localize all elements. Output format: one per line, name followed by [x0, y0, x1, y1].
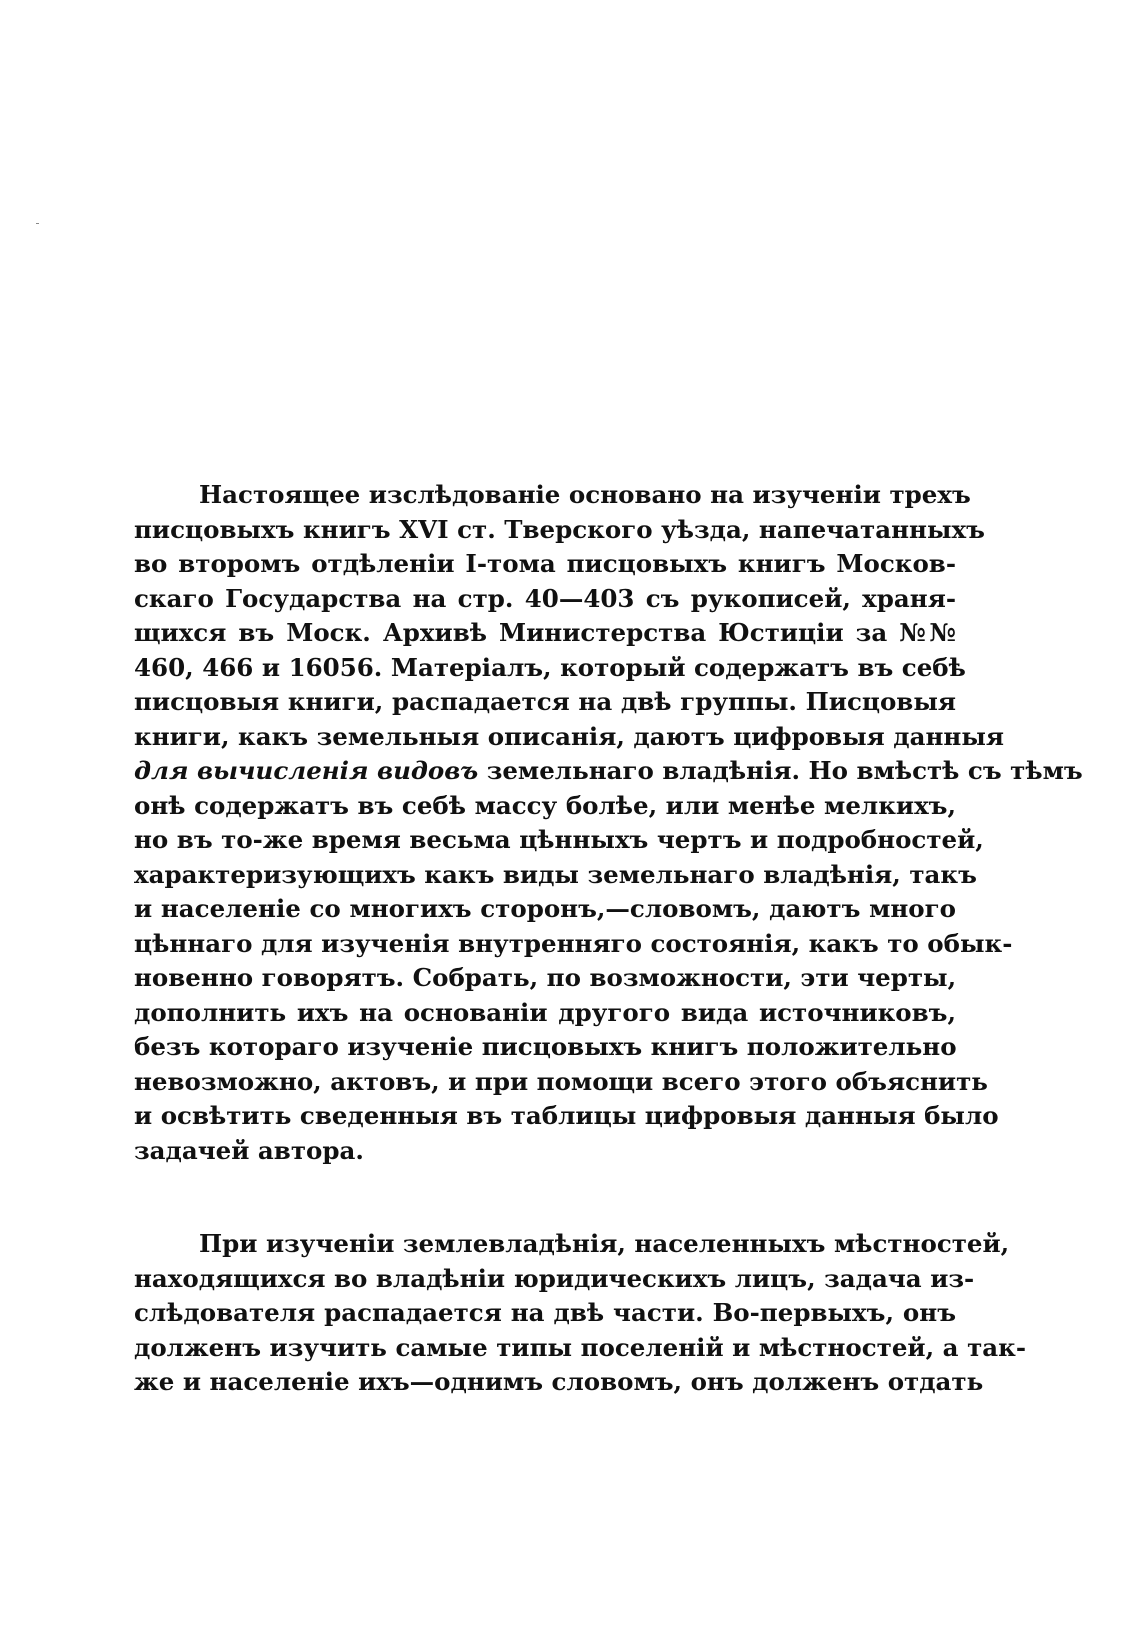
paragraph-2	[134, 1227, 1026, 1400]
italic-phrase: для вычисленія видовъ	[134, 756, 479, 785]
text-line: писцовыя книги, распадается на двѣ группы. Писцовыя	[134, 687, 956, 716]
text-line: писцовыхъ книгъ XVI ст. Тверского уѣзда, напечатанныхъ	[134, 514, 985, 544]
text-line: долженъ изучить самые типы поселеній и мѣстностей, а так-	[134, 1332, 1026, 1362]
text-line: 460, 466 и 16056. Матеріалъ, который содержатъ въ себѣ	[134, 652, 966, 682]
text-line: При изученіи землевладѣнія, населенныхъ мѣстностей,	[199, 1229, 1010, 1258]
text-line: задачей автора.	[134, 1135, 364, 1165]
text-line: Настоящее изслѣдованіе основано на изученіи трехъ	[199, 480, 971, 509]
text-line: скаго Государства на стр. 40—403 съ рукописей, храня-	[134, 583, 956, 613]
paragraph-1	[134, 478, 1083, 1168]
text-line: характеризующихъ какъ виды земельнаго владѣнія, такъ	[134, 859, 977, 889]
text-line: слѣдователя распадается на двѣ части. Во-первыхъ, онъ	[134, 1298, 956, 1327]
text-line: дополнить ихъ на основаніи другого вида источниковъ,	[134, 997, 956, 1027]
text-line: и освѣтить сведенныя въ таблицы цифровыя данныя было	[134, 1101, 999, 1130]
text-line: цѣннаго для изученія внутренняго состоянія, какъ то обык-	[134, 928, 1013, 958]
text-line-with-italic	[134, 754, 1083, 789]
text-line: но въ то-же время весьма цѣнныхъ чертъ и подробностей,	[134, 825, 984, 854]
text-line: новенно говорятъ. Собрать, по возможности, эти черты,	[134, 963, 957, 992]
text-line: невозможно, актовъ, и при помощи всего этого объяснить	[134, 1066, 988, 1096]
text-line: щихся въ Моск. Архивѣ Министерства Юстиціи за №№	[134, 618, 956, 647]
text-line: безъ котораго изученіе писцовыхъ книгъ положительно	[134, 1032, 957, 1061]
stray-mark	[36, 223, 39, 224]
text-line: онѣ содержатъ въ себѣ массу болѣе, или менѣе мелкихъ,	[134, 790, 956, 820]
text-line: находящихся во владѣніи юридическихъ лицъ, задача из-	[134, 1263, 975, 1293]
text-line: книги, какъ земельныя описанія, даютъ цифровыя данныя	[134, 721, 1004, 751]
text-line-rest: земельнаго владѣнія. Но вмѣстѣ съ тѣмъ	[478, 756, 1083, 785]
text-line: во второмъ отдѣленіи I-тома писцовыхъ книгъ Москов-	[134, 549, 956, 578]
text-line: же и населеніе ихъ—однимъ словомъ, онъ долженъ отдать	[134, 1367, 984, 1396]
text-line: и населеніе со многихъ сторонъ,—словомъ, даютъ много	[134, 894, 956, 923]
